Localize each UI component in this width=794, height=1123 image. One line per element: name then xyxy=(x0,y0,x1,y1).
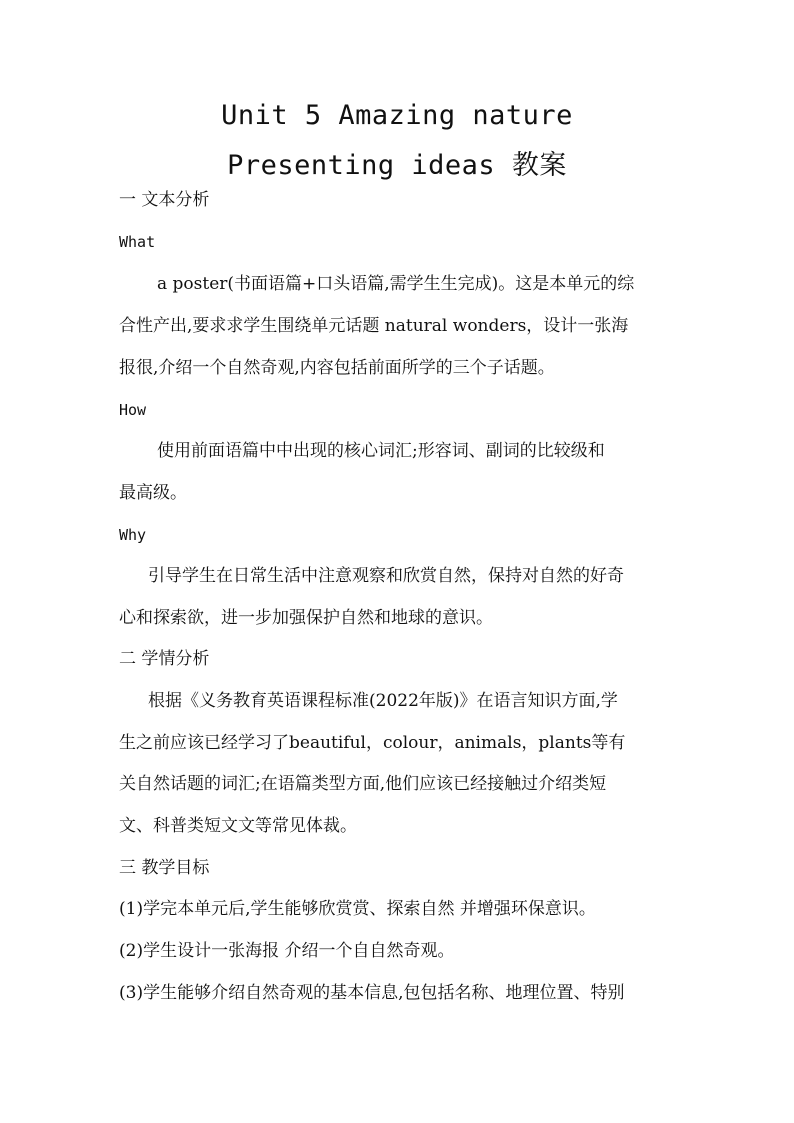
section-heading-text-analysis: 一 文本分析 xyxy=(119,190,210,210)
paragraph-line: 生之前应该已经学习了beautiful，colour，animals，plants等有 xyxy=(119,733,626,753)
paragraph-line: 根据《义务教育英语课程标准(2022年版)》在语言知识方面,学 xyxy=(148,691,618,711)
paragraph-line: 合性产出,要求求学生围绕单元话题 natural wonders，设计一张海 xyxy=(119,316,629,336)
what-label: What xyxy=(119,233,156,251)
how-label: How xyxy=(119,401,147,419)
paragraph-line: 心和探索欲，进一步加强保护自然和地球的意识。 xyxy=(119,608,493,628)
paragraph-line: 报很,介绍一个自然奇观,内容包括前面所学的三个子话题。 xyxy=(119,358,555,378)
paragraph-line: 文、科普类短文文等常见体裁。 xyxy=(119,816,357,836)
section-heading-learner-analysis: 二 学情分析 xyxy=(119,649,210,669)
document-subtitle: Presenting ideas 教案 xyxy=(227,150,567,181)
why-label: Why xyxy=(119,526,147,544)
objective-item: (1)学完本单元后,学生能够欣赏赏、探索自然 并增强环保意识。 xyxy=(119,899,596,919)
document-title: Unit 5 Amazing nature xyxy=(221,100,573,131)
paragraph-line: 关自然话题的词汇;在语篇类型方面,他们应该已经接触过介绍类短 xyxy=(119,774,607,794)
objective-item: (2)学生设计一张海报 介绍一个自自然奇观。 xyxy=(119,941,455,961)
objective-item: (3)学生能够介绍自然奇观的基本信息,包包括名称、地理位置、特别 xyxy=(119,983,625,1003)
paragraph-line: 使用前面语篇中中出现的核心词汇;形容词、副词的比较级和 xyxy=(157,441,605,461)
paragraph-line: 引导学生在日常生活中注意观察和欣赏自然，保持对自然的好奇 xyxy=(148,566,624,586)
paragraph-line: 最高级。 xyxy=(119,483,187,503)
section-heading-teaching-objectives: 三 教学目标 xyxy=(119,858,210,878)
paragraph-line: a poster(书面语篇+口头语篇,需学生生完成)。这是本单元的综 xyxy=(157,274,635,294)
